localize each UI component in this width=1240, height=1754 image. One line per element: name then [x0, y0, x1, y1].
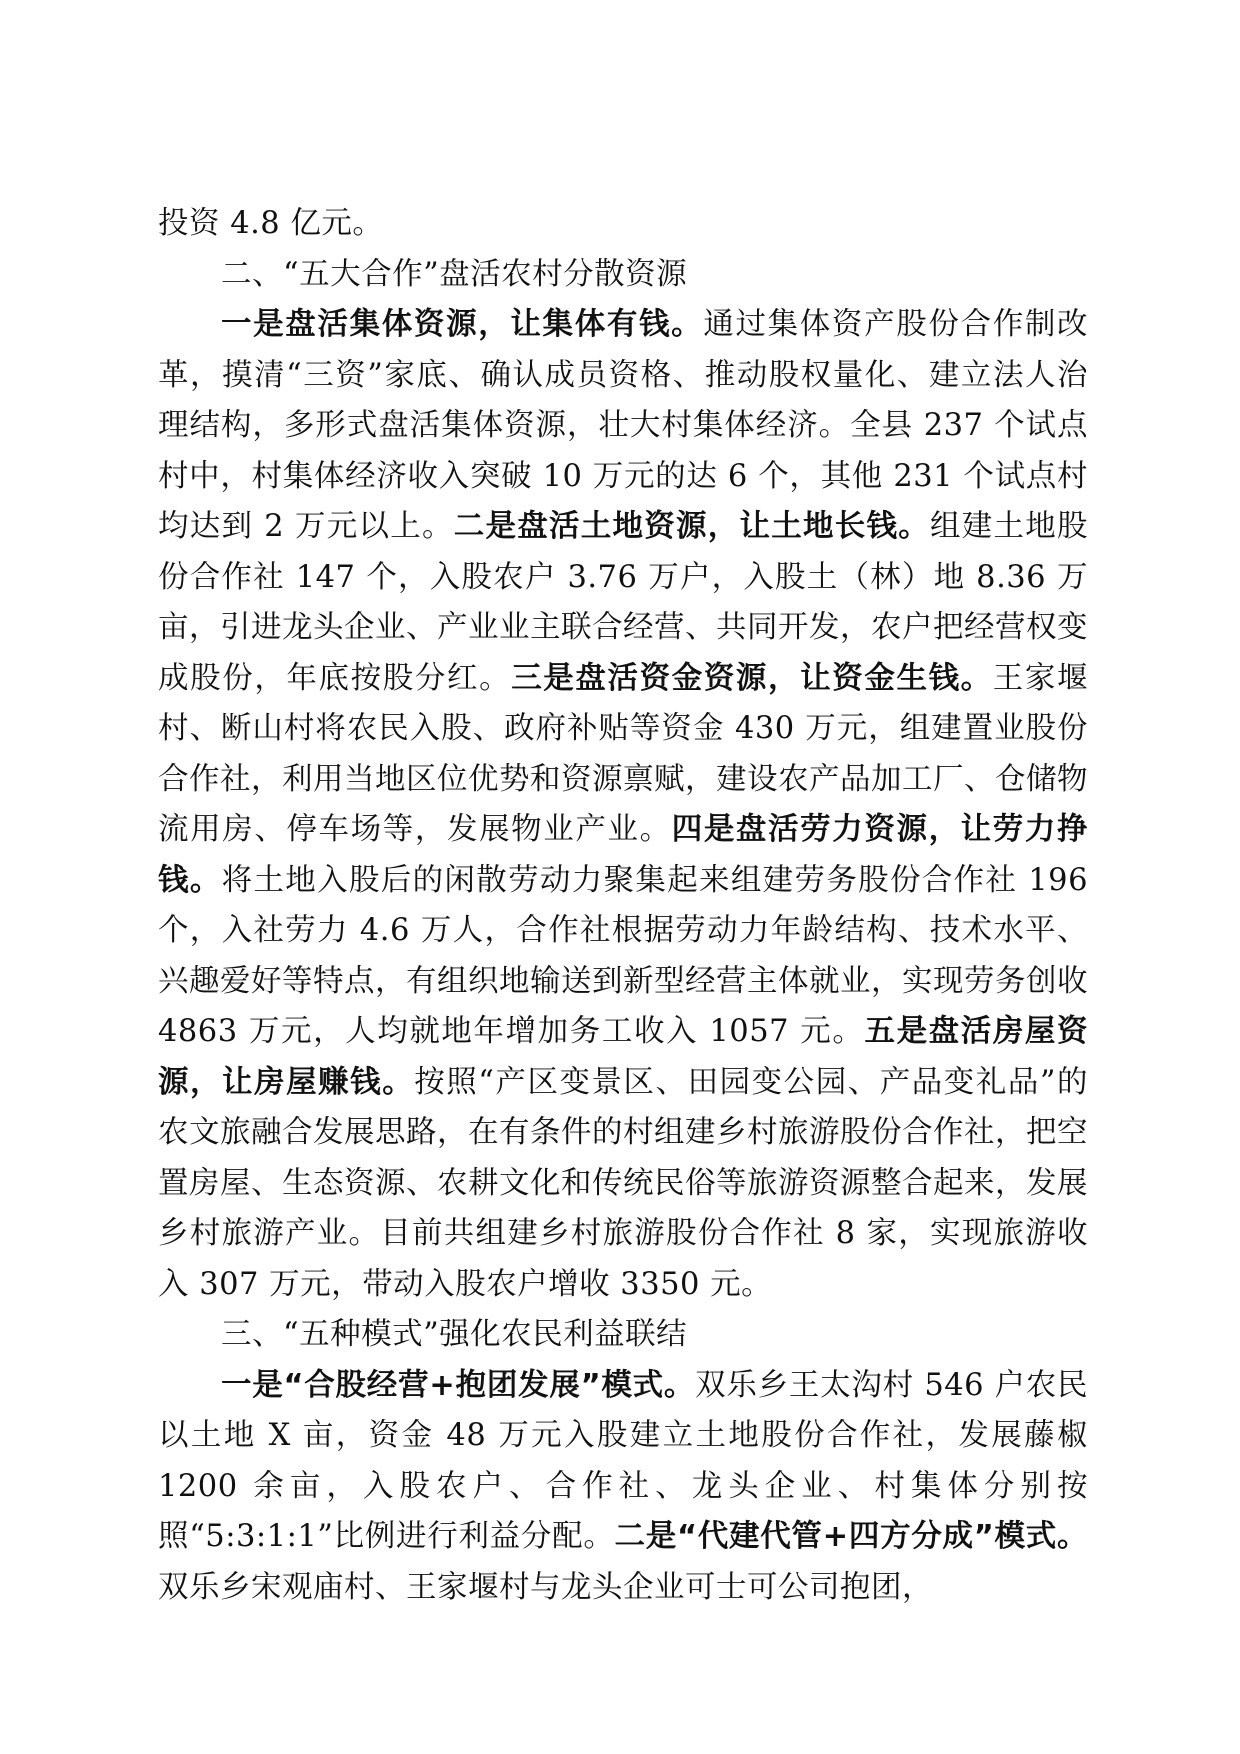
lead-line: 投资 4.8 亿元。 — [158, 206, 384, 241]
section-3-paragraph — [158, 1361, 1088, 1614]
section-2-paragraph — [158, 300, 1088, 1310]
model-1-title: 一是“合股经营+抱团发展”模式。 — [221, 1367, 696, 1403]
model-2-title: 二是“代建代管+四方分成”模式。 — [614, 1519, 1088, 1554]
section-3-heading: 三、“五种模式”强化农民利益联结 — [221, 1317, 688, 1352]
point-2-text: 组建土地股份合作社 147 个，入股农户 3.76 万户，入股土（林）地 8.36 万亩，引进龙头企业、产业业主联合经营、共同开发，农户把经营权变成股份，年底按股分红。 — [158, 509, 1089, 696]
document-body — [158, 199, 1088, 1613]
point-4-title: 四是盘活劳力资源，让劳力挣钱。 — [158, 812, 1089, 898]
point-5-title: 五是盘活房屋资源，让房屋赚钱。 — [158, 1014, 1089, 1100]
point-5-text: 按照“产区变景区、田园变公园、产品变礼品”的农文旅融合发展思路，在有条件的村组建乡村旅游股份合作社，把空置房屋、生态资源、农耕文化和传统民俗等旅游资源整合起来，发展乡村旅游产业。目前共组建乡村旅游股份合作社 8 家，实现旅游收入 307 万元，带动入股农户增收 3350 元。 — [158, 1064, 1089, 1302]
point-1-text: 通过集体资产股份合作制改革，摸清“三资”家底、确认成员资格、推动股权量化、建立法人治理结构，多形式盘活集体资源，壮大村集体经济。全县 237 个试点村中，村集体经济收入突破 10 万元的达 6 个，其他 231 个试点村均达到 2 万元以上。 — [158, 307, 1089, 544]
point-1-title: 一是盘活集体资源，让集体有钱。 — [221, 307, 704, 342]
point-3-text: 王家堰村、断山村将农民入股、政府补贴等资金 430 万元，组建置业股份合作社，利用当地区位优势和资源禀赋，建设农产品加工厂、仓储物流用房、停车场等，发展物业产业。 — [158, 660, 1089, 847]
model-2-text: 双乐乡宋观庙村、王家堰村与龙头企业可士可公司抱团， — [158, 1569, 933, 1605]
point-4-text: 将土地入股后的闲散劳动力聚集起来组建劳务股份合作社 196 个，入社劳力 4.6 万人，合作社根据劳动力年龄结构、技术水平、兴趣爱好等特点，有组织地输送到新型经营主体就业，实现劳务创收 4863 万元，人均就地年增加务工收入 1057 元。 — [158, 862, 1088, 1049]
section-2-heading: 二、“五大合作”盘活农村分散资源 — [221, 256, 688, 292]
point-2-title: 二是盘活土地资源，让土地长钱。 — [453, 509, 931, 544]
point-3-title: 三是盘活资金资源，让资金生钱。 — [511, 660, 993, 696]
model-1-text: 双乐乡王太沟村 546 户农民以土地 X 亩，资金 48 万元入股建立土地股份合作社，发展藤椒 1200 余亩，入股农户、合作社、龙头企业、村集体分别按照“5:3:1:1”比例进行利益分配。 — [158, 1367, 1088, 1554]
